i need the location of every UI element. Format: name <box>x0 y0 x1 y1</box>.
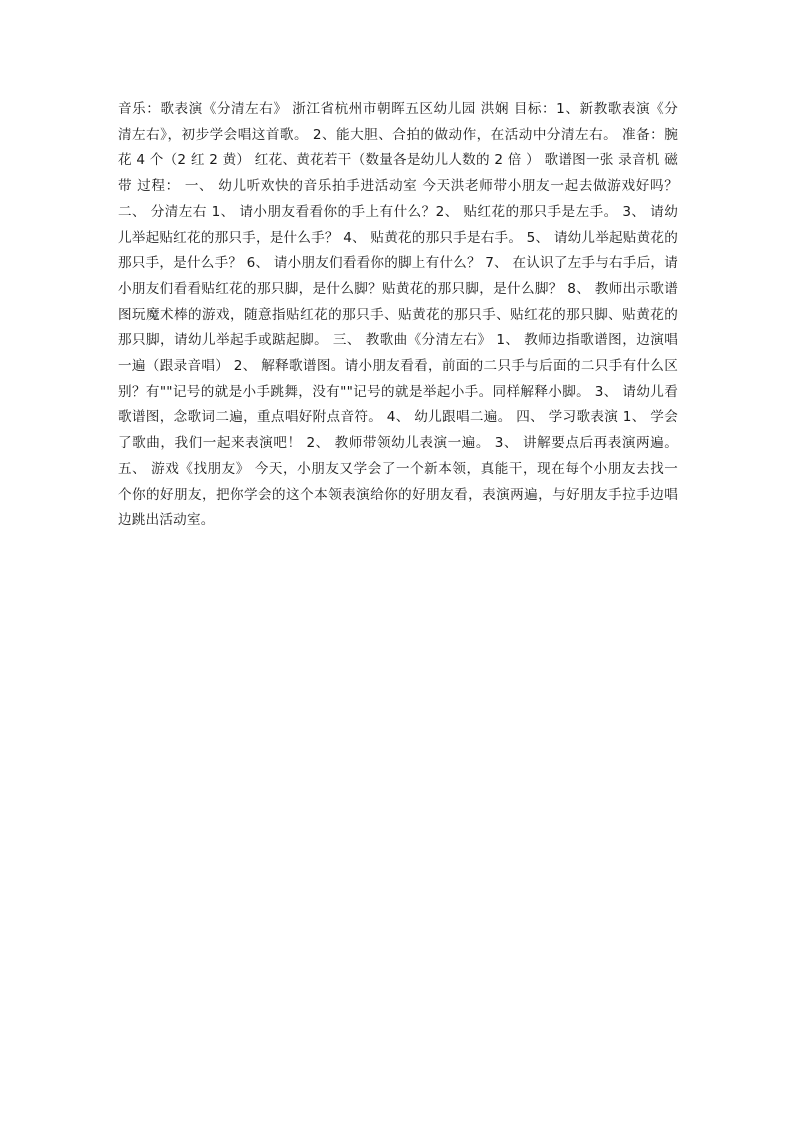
lesson-plan-text: 音乐：歌表演《分清左右》 浙江省杭州市朝晖五区幼儿园 洪娴 目标：1、新教歌表演《分清左右》，初步学会唱这首歌。 2、能大胆、合拍的做动作，在活动中分清左右。 准备：腕花 4 个（2 红 2 黄） 红花、黄花若干（数量各是幼儿人数的 2 倍 ） 歌谱图一张 录音机 磁带 过程： 一、 幼儿听欢快的音乐拍手进活动室 今天洪老师带小朋友一起去做游戏好吗？ 二、 分清左右 1、 请小朋友看看你的手上有什么？2、 贴红花的那只手是左手。 3、 请幼儿举起贴红花的那只手，是什么手？ 4、 贴黄花的那只手是右手。 5、 请幼儿举起贴黄花的那只手，是什么手？ 6、 请小朋友们看看你的脚上有什么？ 7、 在认识了左手与右手后，请小朋友们看看贴红花的那只脚，是什么脚？贴黄花的那只脚，是什么脚？ 8、 教师出示歌谱图玩魔术棒的游戏，随意指贴红花的那只手、贴黄花的那只手、贴红花的那只脚、贴黄花的那只脚，请幼儿举起手或踮起脚。 三、 教歌曲《分清左右》 1、 教师边指歌谱图，边演唱一遍（跟录音唱） 2、 解释歌谱图。请小朋友看看，前面的二只手与后面的二只手有什么区别？有""记号的就是小手跳舞，没有""记号的就是举起小手。同样解释小脚。 3、 请幼儿看歌谱图，念歌词二遍，重点唱好附点音符。 4、 幼儿跟唱二遍。 四、 学习歌表演 1、 学会了歌曲，我们一起来表演吧！ 2、 教师带领幼儿表演一遍。 3、 讲解要点后再表演两遍。 五、 游戏《找朋友》 今天，小朋友又学会了一个新本领，真能干，现在每个小朋友去找一个你的好朋友，把你学会的这个本领表演给你的好朋友看，表演两遍，与好朋友手拉手边唱边跳出活动室。 <box>118 101 678 529</box>
